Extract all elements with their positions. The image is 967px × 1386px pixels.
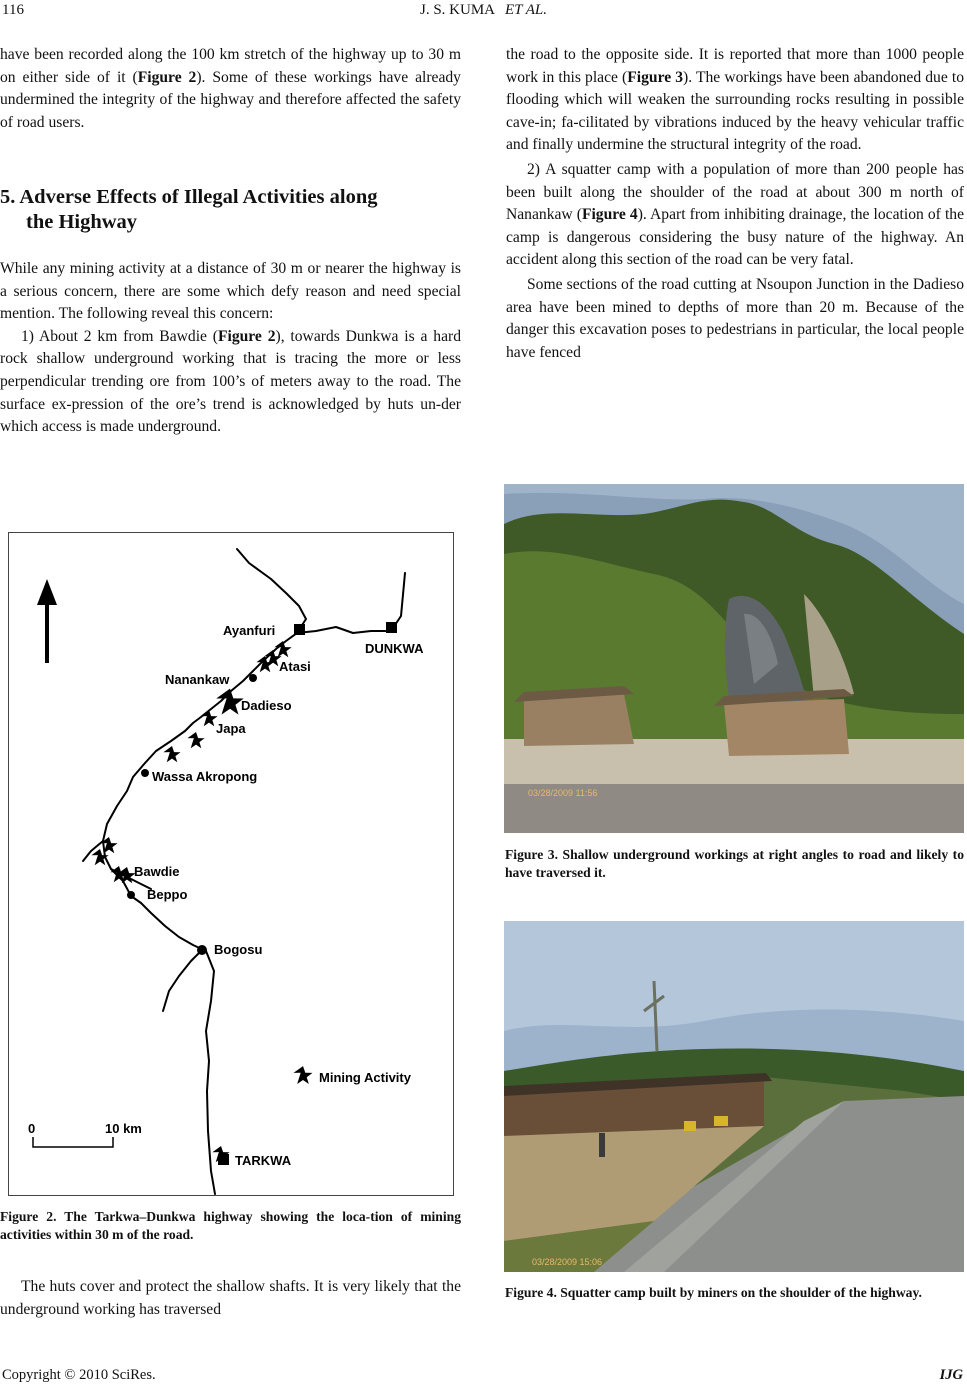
text-span: have been recorded along the 100 km stretch of the highway up to 30 m on either side of it (: [0, 46, 461, 86]
north-arrow-icon: [37, 579, 57, 663]
town-dot-icon: [127, 891, 135, 899]
figure-3-photo: [504, 484, 964, 833]
figure-2-map: [8, 532, 454, 1196]
right-paragraph-2: [506, 159, 964, 272]
highway-road: [83, 549, 405, 1194]
figure-2-ref[interactable]: Figure 2: [217, 327, 276, 345]
text-span: The huts cover and protect the shallow shafts. It is very likely that the underground working has traversed: [0, 1278, 461, 1318]
text-span: 1) About 2 km from Bawdie (: [21, 327, 218, 345]
figure-4-ref[interactable]: Figure 4: [581, 206, 638, 224]
map-svg: [9, 533, 453, 1195]
label-bogosu: Bogosu: [214, 942, 263, 957]
figure-3-caption: Figure 3. Shallow underground workings at right angles to road and likely to have traversed it.: [505, 847, 964, 880]
right-paragraphs: [506, 44, 964, 364]
text-span: ). The workings have been abandoned due to flooding which will weaken the surrounding rocks resulting in possible cave-in; fa-cilitated by vibrations induced by the heavy vehicular traffic and finally undermine the structural integrity of the road.: [506, 68, 964, 154]
running-header-authors: J. S. KUMA: [420, 2, 496, 18]
label-wassa-akropong: Wassa Akropong: [152, 769, 258, 784]
left-paragraph-2: While any mining activity at a distance of 30 m or nearer the highway is a serious concern, there are some which defy reason and need special mention. The following reveal this concern:: [0, 260, 461, 323]
label-dadieso: Dadieso: [241, 698, 292, 713]
left-paragraph-1: [0, 44, 461, 134]
legend-star-icon: [294, 1066, 313, 1084]
text-span: ), towards Dunkwa is a hard rock shallow underground working that is tracing the more or less perpendicular trending ore from 100’s of meters away to the road. The surface ex-pression of the ore’s trend is acknowledged by huts un-der which access is made underground.: [0, 327, 461, 436]
figure-4-timestamp: 03/28/2009 15:06: [532, 1257, 603, 1267]
figure-3-photo-svg: [504, 484, 964, 833]
scale-bar: [33, 1137, 113, 1147]
running-header-etal: ET AL.: [505, 2, 547, 18]
section-heading-line-2: the Highway: [26, 211, 138, 233]
right-paragraph-3: Some sections of the road cutting at Nsoupon Junction in the Dadieso area have been mined to depths of more than 20 m. Because of the danger this excavation poses to pedestrians in particular, the local people have fenced: [506, 275, 964, 361]
label-japa: Japa: [216, 721, 246, 736]
mining-star-icon: [163, 746, 180, 762]
label-ayanfuri: Ayanfuri: [223, 623, 276, 638]
section-heading-line-1: 5. Adverse Effects of Illegal Activities along: [0, 186, 378, 208]
label-atasi: Atasi: [279, 659, 311, 674]
text-span: ). Apart from inhibiting drainage, the location of the camp is dangerous considering the busy nature of the highway. An accident along this section of the road can be very fatal.: [506, 206, 964, 269]
figure-3-timestamp: 03/28/2009 11:56: [528, 788, 598, 798]
label-bawdie: Bawdie: [134, 864, 180, 879]
left-paragraph-3: [0, 326, 461, 439]
text-span: the road to the opposite side. It is reported that more than 1000 people work in this place (: [506, 46, 964, 86]
scale-start: 0: [28, 1121, 36, 1136]
right-paragraph-1: [506, 44, 964, 157]
figure-3-ref[interactable]: Figure 3: [627, 68, 684, 86]
town-dot-icon: [197, 945, 207, 955]
text-span: 2) A squatter camp with a population of more than 200 people has been built along the shoulder of the road at about 300 m north of Nanankaw (: [506, 160, 964, 224]
legend-label: Mining Activity: [319, 1070, 411, 1085]
figure-2-ref[interactable]: Figure 2: [137, 68, 197, 86]
footer-copyright: Copyright © 2010 SciRes.: [2, 1367, 156, 1383]
label-dunkwa: DUNKWA: [365, 641, 424, 656]
figure-2-caption: Figure 2. The Tarkwa–Dunkwa highway showing the loca-tion of mining activities within 30 m of the road.: [0, 1209, 461, 1242]
town-dot-icon: [249, 674, 257, 682]
town-square-icon: [294, 624, 305, 635]
left-paragraph-4: [0, 1276, 461, 1321]
town-square-icon: [386, 622, 397, 633]
footer-journal: IJG: [939, 1367, 963, 1383]
label-beppo: Beppo: [147, 887, 188, 902]
label-tarkwa: TARKWA: [235, 1153, 292, 1168]
figure-4-caption: Figure 4. Squatter camp built by miners on the shoulder of the highway.: [505, 1285, 922, 1300]
text-span: ). Some of these workings have already undermined the integrity of the highway and therefore affected the safety of road users.: [0, 68, 461, 131]
town-dot-icon: [141, 769, 149, 777]
figure-4-photo-svg: [504, 921, 964, 1272]
scale-end: 10 km: [105, 1121, 142, 1136]
left-paragraphs: [0, 258, 461, 439]
mining-star-icon: [187, 732, 204, 748]
page-number: 116: [2, 2, 24, 18]
section-heading: [0, 185, 461, 235]
running-header: [0, 2, 967, 19]
figure-4-photo: [504, 921, 964, 1272]
mining-stars: [91, 641, 312, 1162]
label-nanankaw: Nanankaw: [165, 672, 230, 687]
